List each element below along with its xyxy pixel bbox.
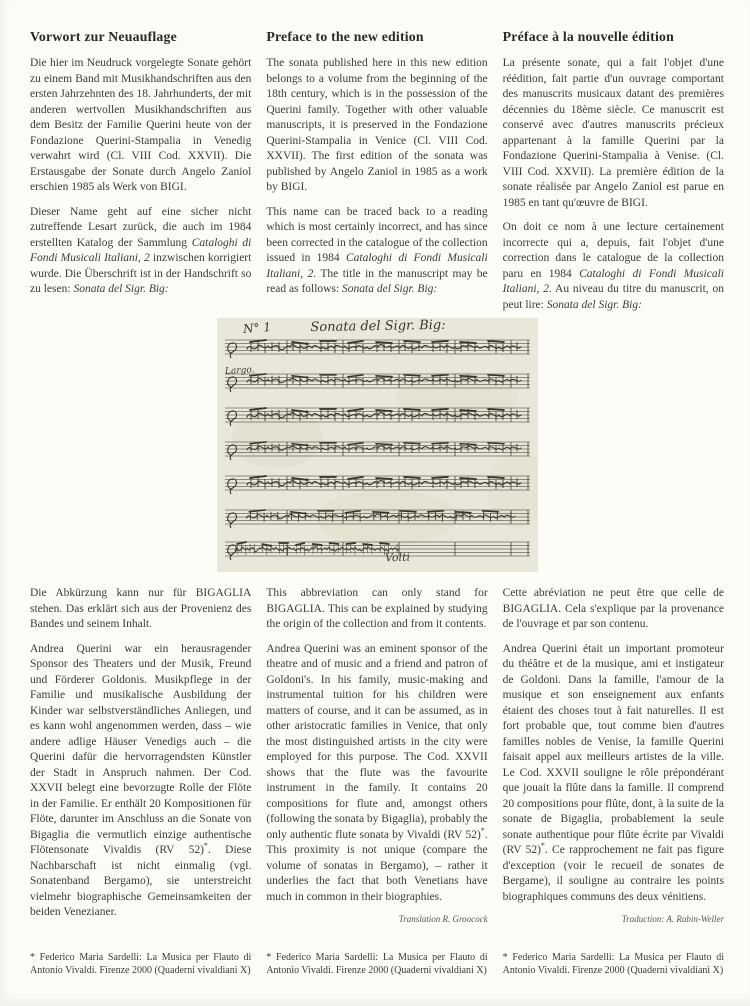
- paragraph-french-4: Andrea Querini était un important promoteur du théâtre et de la musique, ami et instigateur de Goldoni. Dans la famille, l'amour de la musique et son enseignement aux enfants étaient des choses tout à fait naturelles. Il est fort probable que, tout comme bien d'autres familles nobles de Venise, la famille Querini faisait appel aux meilleurs artistes de la ville. Le Cod. XXVII souligne le rôle prépondérant que jouait la flûte dans la famille. Il comprend 20 compositions pour flûte, dont, à la suite de la sonate de Bigaglia, probablement la seule sonate authentique pour flûte écrite par Vivaldi (RV 52)*. Ce rapprochement ne fait pas figure d'exception (voir le recueil de sonates de Bergame), il souligne au contraire les points biographiques communs des deux vénitiens.: [502, 642, 724, 903]
- paragraph-english-4: Andrea Querini was an eminent sponsor of the theatre and of music and a friend and patron of Goldoni's. In his family, music-making and instrumental tuition for his children were matters of course, and it can be assumed, as in other aristocratic families in Venice, that only the most distinguished artists in the city were employed for this purpose. The Cod. XXVII shows that the flute was the favourite instrument in the family. It contains 20 compositions for flute and, amongst others (following the sonata by Bigaglia), probably the only authentic flute sonata by Vivaldi (RV 52)*. This proximity is not unique (compare the volume of sonatas in Bergamo), – rather it underlies the fact that both Venetians have much in common in their biographies.: [266, 642, 488, 903]
- paragraph-english-2: This name can be traced back to a reading which is most certainly incorrect, and has since been corrected in the catalogue of the collection issued in 1984 Cataloghi di Fondi Musicali Italiani, 2. The title in the manuscript may be read as follows: Sonata del Sigr. Big:: [266, 205, 488, 295]
- paragraph-english-3: This abbreviation can only stand for BIGAGLIA. This can be explained by studying the origin of the collection and from it contents.: [266, 587, 488, 630]
- paragraph-french-2: On doit ce nom à une lecture certainement incorrecte qui a, depuis, fait l'objet d'une correction dans le catalogue de la collection paru en 1984 Cataloghi di Fondi Musicali Italiani, 2. Au niveau du titre du manuscrit, on peut lire: Sonata del Sigr. Big:: [502, 221, 724, 311]
- heading-english: Preface to the new edition: [266, 29, 424, 44]
- paragraph-french-3: Cette abréviation ne peut être que celle de BIGAGLIA. Cela s'explique par la provenance de l'ouvrage et par son contenu.: [502, 587, 724, 630]
- column-french: [503, 28, 724, 322]
- manuscript-score-drawing: [217, 318, 538, 572]
- preface-bottom-row: [30, 586, 724, 930]
- column-german-lower: [30, 586, 251, 930]
- paragraph-german-2: Dieser Name geht auf eine sicher nicht zutreffende Lesart zurück, die auch im 1984 erstellten Katalog der Sammlung Cataloghi di Fondi Musicali Italiani, 2 inzwischen korrigiert wurde. Die Überschrift ist in der Handschrift so zu lesen: Sonata del Sigr. Big:: [30, 205, 252, 295]
- paragraph-french-1: La présente sonate, qui a fait l'objet d'une réédition, fait partie d'un ouvrage comportant des manuscrits musicaux datant des premières décennies du 18ème siècle. Ce manuscrit est conservé avec d'autres manuscrits précieux appartenant à la famille Querini par la Fondazione Querini-Stampalia à Venise. (Cl. VIII Cod. XXVII). La première édition de la sonate réalisée par Angelo Zaniol est parue en 1985 en tant qu'œuvre de BIGI.: [502, 57, 724, 209]
- manuscript-volti-mark: Volti: [384, 550, 411, 565]
- manuscript-title-inscription: Sonata del Sigr. Big:: [309, 317, 446, 336]
- manuscript-tempo-mark: Largo.: [224, 365, 255, 377]
- preface-top-row: [30, 28, 724, 322]
- footnote-row: [30, 952, 724, 978]
- heading-german: Vorwort zur Neuauflage: [30, 29, 177, 44]
- footnote-german: * Federico Maria Sardelli: La Musica per Flauto di Antonio Vivaldi. Firenze 2000 (Quaderni vivaldiani X): [30, 952, 252, 976]
- column-english-lower: [266, 586, 487, 930]
- manuscript-number-mark: N° 1: [242, 320, 272, 336]
- paragraph-german-1: Die hier im Neudruck vorgelegte Sonate gehört zu einem Band mit Musikhandschriften aus den ersten Jahrzehnten des 18. Jahrhunderts, der mit anderen wertvollen Musikhandschriften aus dem Besitz der Familie Querini heute von der Fondazione Querini-Stampalia in Venedig verwahrt wird (Cl. VIII Cod. XXVII). Die Erstausgabe der Sonate durch Angelo Zaniol erschien 1985 als Werk von BIGI.: [30, 57, 252, 193]
- footnote-french: * Federico Maria Sardelli: La Musica per Flauto di Antonio Vivaldi. Firenze 2000 (Quaderni vivaldiani X): [502, 952, 724, 976]
- translation-credit-english: Translation R. Groocock: [398, 914, 488, 924]
- column-french-lower: [503, 586, 724, 930]
- manuscript-facsimile-image: [217, 318, 538, 572]
- paragraph-german-3: Die Abkürzung kann nur für BIGAGLIA stehen. Das erklärt sich aus der Provenienz des Bandes und seinem Inhalt.: [30, 587, 252, 630]
- footnote-english: * Federico Maria Sardelli: La Musica per Flauto di Antonio Vivaldi. Firenze 2000 (Quaderni vivaldiani X): [266, 952, 488, 976]
- column-english: [266, 28, 487, 322]
- paragraph-english-1: The sonata published here in this new edition belongs to a volume from the beginning of the 18th century, which is in the possession of the Querini family. Together with other valuable manuscripts, it is preserved in the Fondazione Querini-Stampalia in Venice (Cl. VIII Cod. XXVII). The first edition of the sonata was published by Angelo Zaniol in 1985 as a work by BIGI.: [266, 57, 488, 193]
- paragraph-german-4: Andrea Querini war ein herausragender Sponsor des Theaters und der Musik, Freund und Förderer Goldonis. Musikpflege in der Familie und musikalische Ausbildung der Kinder war selbstverständliches Anliegen, und es kann wohl angenommen werden, dass – wie andere adlige Häuser Venedigs auch – die Querini dafür die hervorragendsten Künstler der Stadt in Anspruch nahmen. Der Cod. XXVII belegt eine bevorzugte Rolle der Flöte in der Familie. Er enthält 20 Kompositionen für Flöte, darunter im Anschluss an die Sonate von Bigaglia die vermutlich einzige authentische Flötensonate Vivaldis (RV 52)*. Diese Nachbarschaft ist nicht einmalig (vgl. Sonatenband Bergamo), sie unterstreicht vielmehr biographische Gemeinsamkeiten der beiden Venezianer.: [30, 642, 252, 918]
- heading-french: Préface à la nouvelle édition: [502, 29, 674, 44]
- column-german: [30, 28, 251, 322]
- translation-credit-french: Traduction: A. Rabin-Weller: [621, 914, 724, 924]
